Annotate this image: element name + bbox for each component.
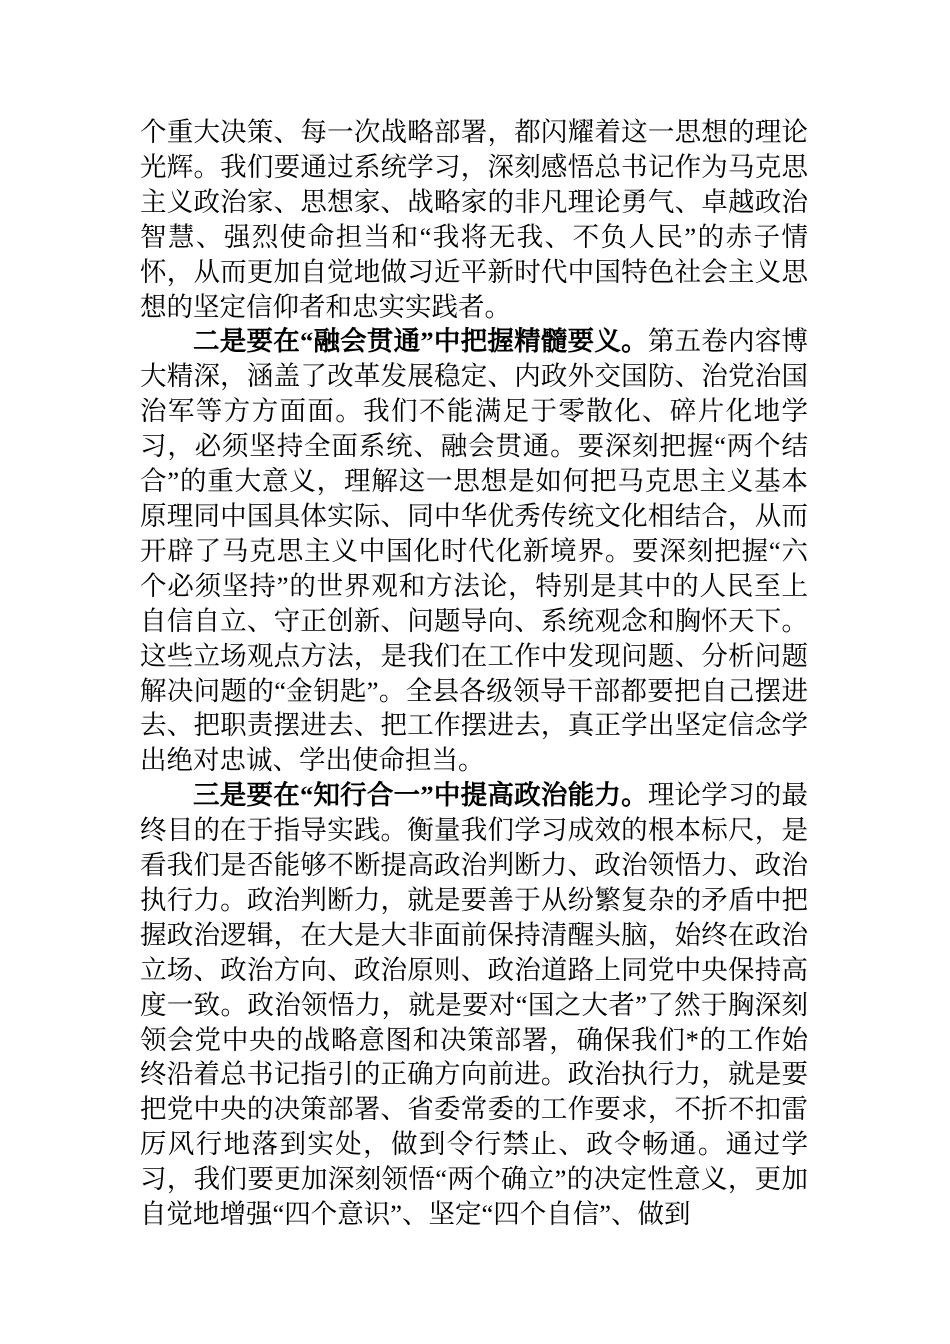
paragraph-continuation — [140, 115, 808, 324]
paragraph-text: 理论学习的最终目的在于指导实践。衡量我们学习成效的根本标尺，是看我们是否能够不断提高政治判断力、政治领悟力、政治执行力。政治判断力，就是要善于从纷繁复杂的矛盾中把握政治逻辑，在大是大非面前保持清醒头脑，始终在政治立场、政治方向、政治原则、政治道路上同党中央保持高度一致。政治领悟力，就是要对“国之大者”了然于胸深刻领会党中央的战略意图和决策部署，确保我们*的工作始终沿着总书记指引的正确方向前进。政治执行力，就是要把党中央的决策部署、省委常委的工作要求，不折不扣雷厉风行地落到实处，做到令行禁止、政令畅通。通过学习，我们要更加深刻领悟“两个确立”的决定性意义，更加自觉地增强“四个意识”、坚定“四个自信”、做到 — [140, 780, 809, 1230]
paragraph-section-three — [140, 778, 808, 1232]
paragraph-lead: 二是要在“融会贯通”中把握精髓要义。 — [193, 326, 648, 357]
document-body — [140, 115, 808, 1232]
paragraph-section-two — [140, 324, 808, 778]
paragraph-text: 个重大决策、每一次战略部署，都闪耀着这一思想的理论光辉。我们要通过系统学习，深刻感悟总书记作为马克思主义政治家、思想家、战略家的非凡理论勇气、卓越政治智慧、强烈使命担当和“我将无我、不负人民”的赤子情怀，从而更加自觉地做习近平新时代中国特色社会主义思想的坚定信仰者和忠实实践者。 — [140, 117, 808, 322]
paragraph-lead: 三是要在“知行合一”中提高政治能力。 — [193, 780, 648, 811]
paragraph-text: 第五卷内容博大精深，涵盖了改革发展稳定、内政外交国防、治党治国治军等方方面面。我们不能满足于零散化、碎片化地学习，必须坚持全面系统、融会贯通。要深刻把握“两个结合”的重大意义，理解这一思想是如何把马克思主义基本原理同中国具体实际、同中华优秀传统文化相结合，从而开辟了马克思主义中国化时代化新境界。要深刻把握“六个必须坚持”的世界观和方法论，特别是其中的人民至上自信自立、守正创新、问题导向、系统观念和胸怀天下。这些立场观点方法，是我们在工作中发现问题、分析问题解决问题的“金钥匙”。全县各级领导干部都要把自己摆进去、把职责摆进去、把工作摆进去，真正学出坚定信念学出绝对忠诚、学出使命担当。 — [140, 326, 809, 776]
